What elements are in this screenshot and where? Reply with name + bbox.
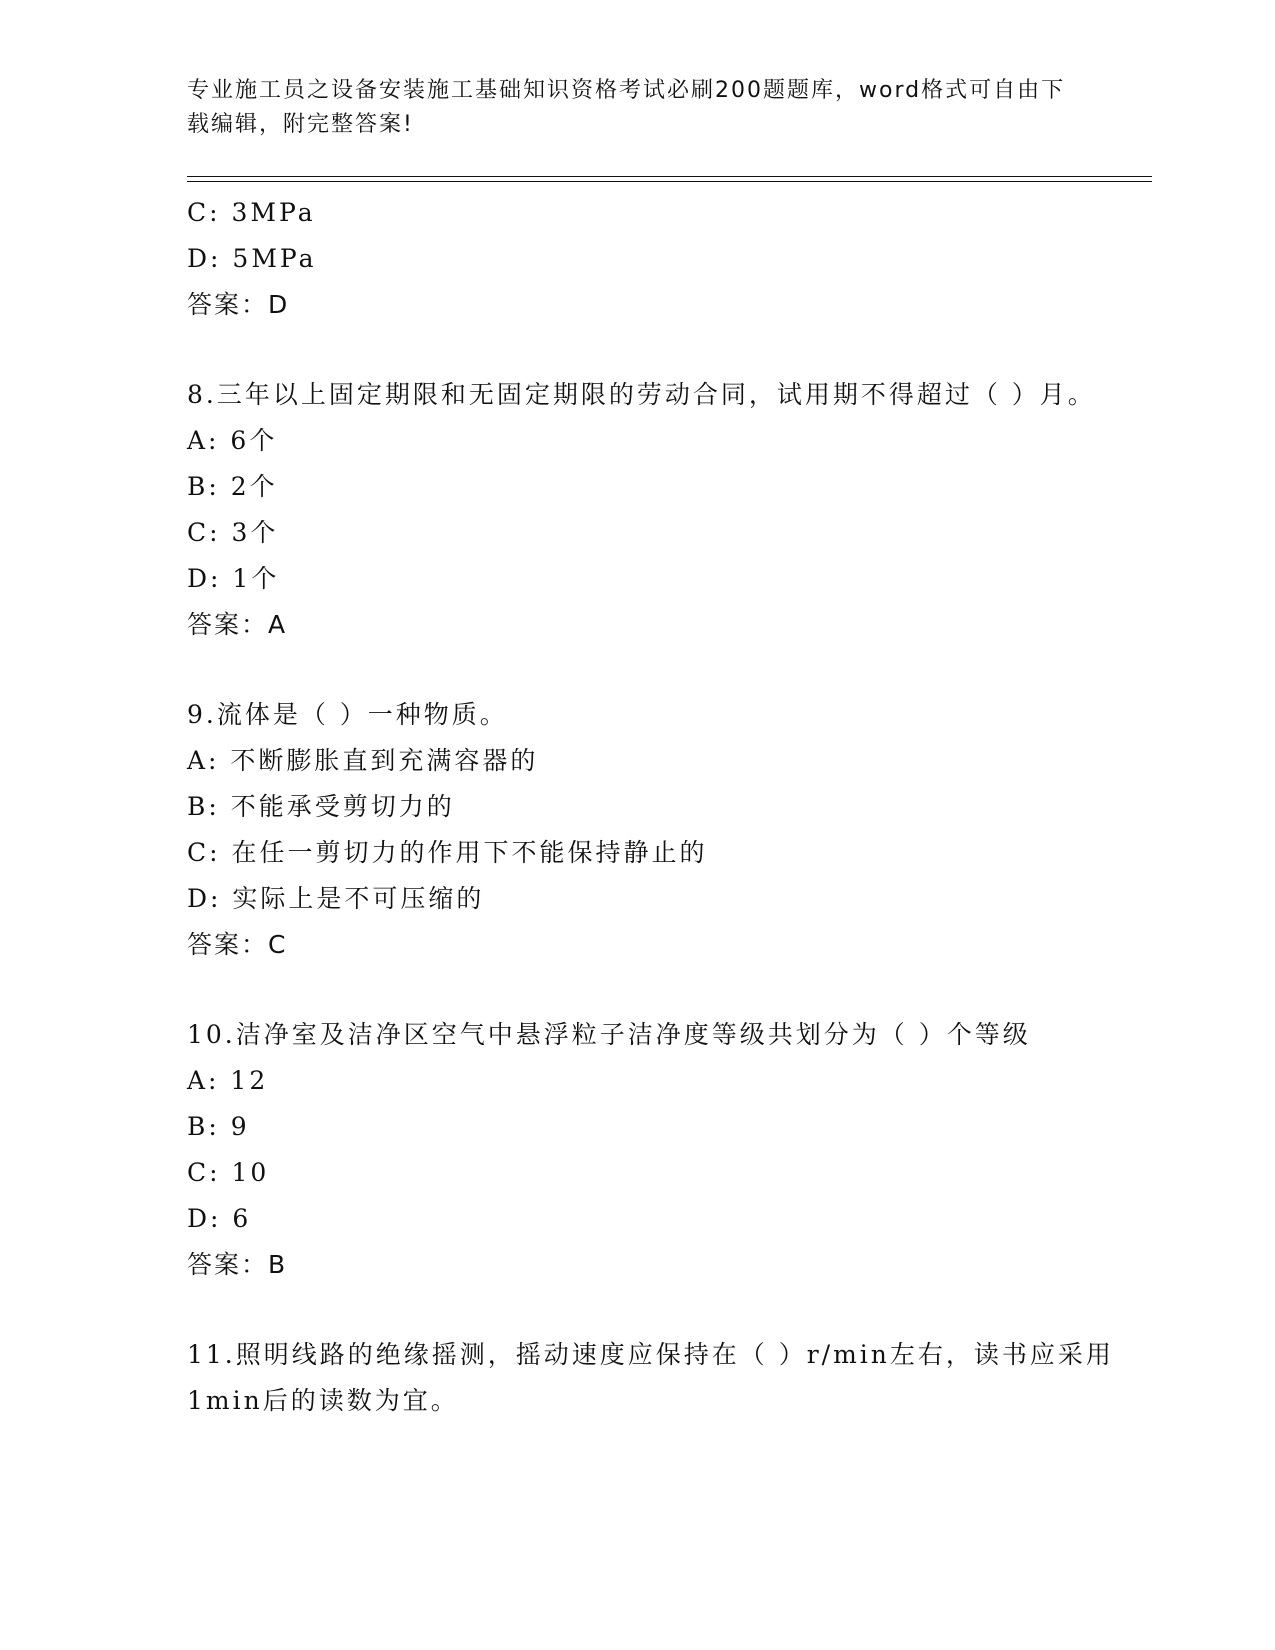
- option-d: D: 6: [187, 1204, 252, 1233]
- question-stem: 9.流体是（ ）一种物质。: [187, 700, 508, 729]
- question-8: [187, 372, 1117, 648]
- header-divider-top: [187, 176, 1152, 177]
- option-a: A: 6个: [187, 426, 278, 455]
- question-9: [187, 692, 1117, 968]
- question-10: [187, 1012, 1117, 1288]
- question-stem: 11.照明线路的绝缘摇测，摇动速度应保持在（ ）r/min左右，读书应采用1min后的读数为宜。: [187, 1340, 1114, 1415]
- option-d: D: 实际上是不可压缩的: [187, 884, 485, 913]
- answer: 答案：C: [187, 930, 288, 959]
- option-c: C: 3个: [187, 518, 279, 547]
- header-divider-bottom: [187, 181, 1152, 182]
- answer: 答案：B: [187, 1250, 288, 1279]
- answer: 答案：A: [187, 610, 288, 639]
- option-b: B: 2个: [187, 472, 278, 501]
- question-stem: 10.洁净室及洁净区空气中悬浮粒子洁净度等级共划分为（ ）个等级: [187, 1020, 1031, 1049]
- option-d: D: 5MPa: [187, 244, 317, 273]
- option-b: B: 9: [187, 1112, 250, 1141]
- option-d: D: 1个: [187, 564, 280, 593]
- option-c: C: 在任一剪切力的作用下不能保持静止的: [187, 838, 708, 867]
- question-list: [187, 190, 1117, 1424]
- question-stem: 8.三年以上固定期限和无固定期限的劳动合同，试用期不得超过（ ）月。: [187, 380, 1096, 409]
- option-c: C: 3MPa: [187, 198, 316, 227]
- option-a: A: 不断膨胀直到充满容器的: [187, 746, 539, 775]
- option-c: C: 10: [187, 1158, 270, 1187]
- page-header: 专业施工员之设备安装施工基础知识资格考试必刷200题题库，word格式可自由下载编辑，附完整答案!: [187, 78, 1066, 137]
- option-a: A: 12: [187, 1066, 269, 1095]
- question-11: [187, 1332, 1117, 1424]
- option-b: B: 不能承受剪切力的: [187, 792, 455, 821]
- question-continued: [187, 190, 1117, 328]
- answer: 答案：D: [187, 290, 290, 319]
